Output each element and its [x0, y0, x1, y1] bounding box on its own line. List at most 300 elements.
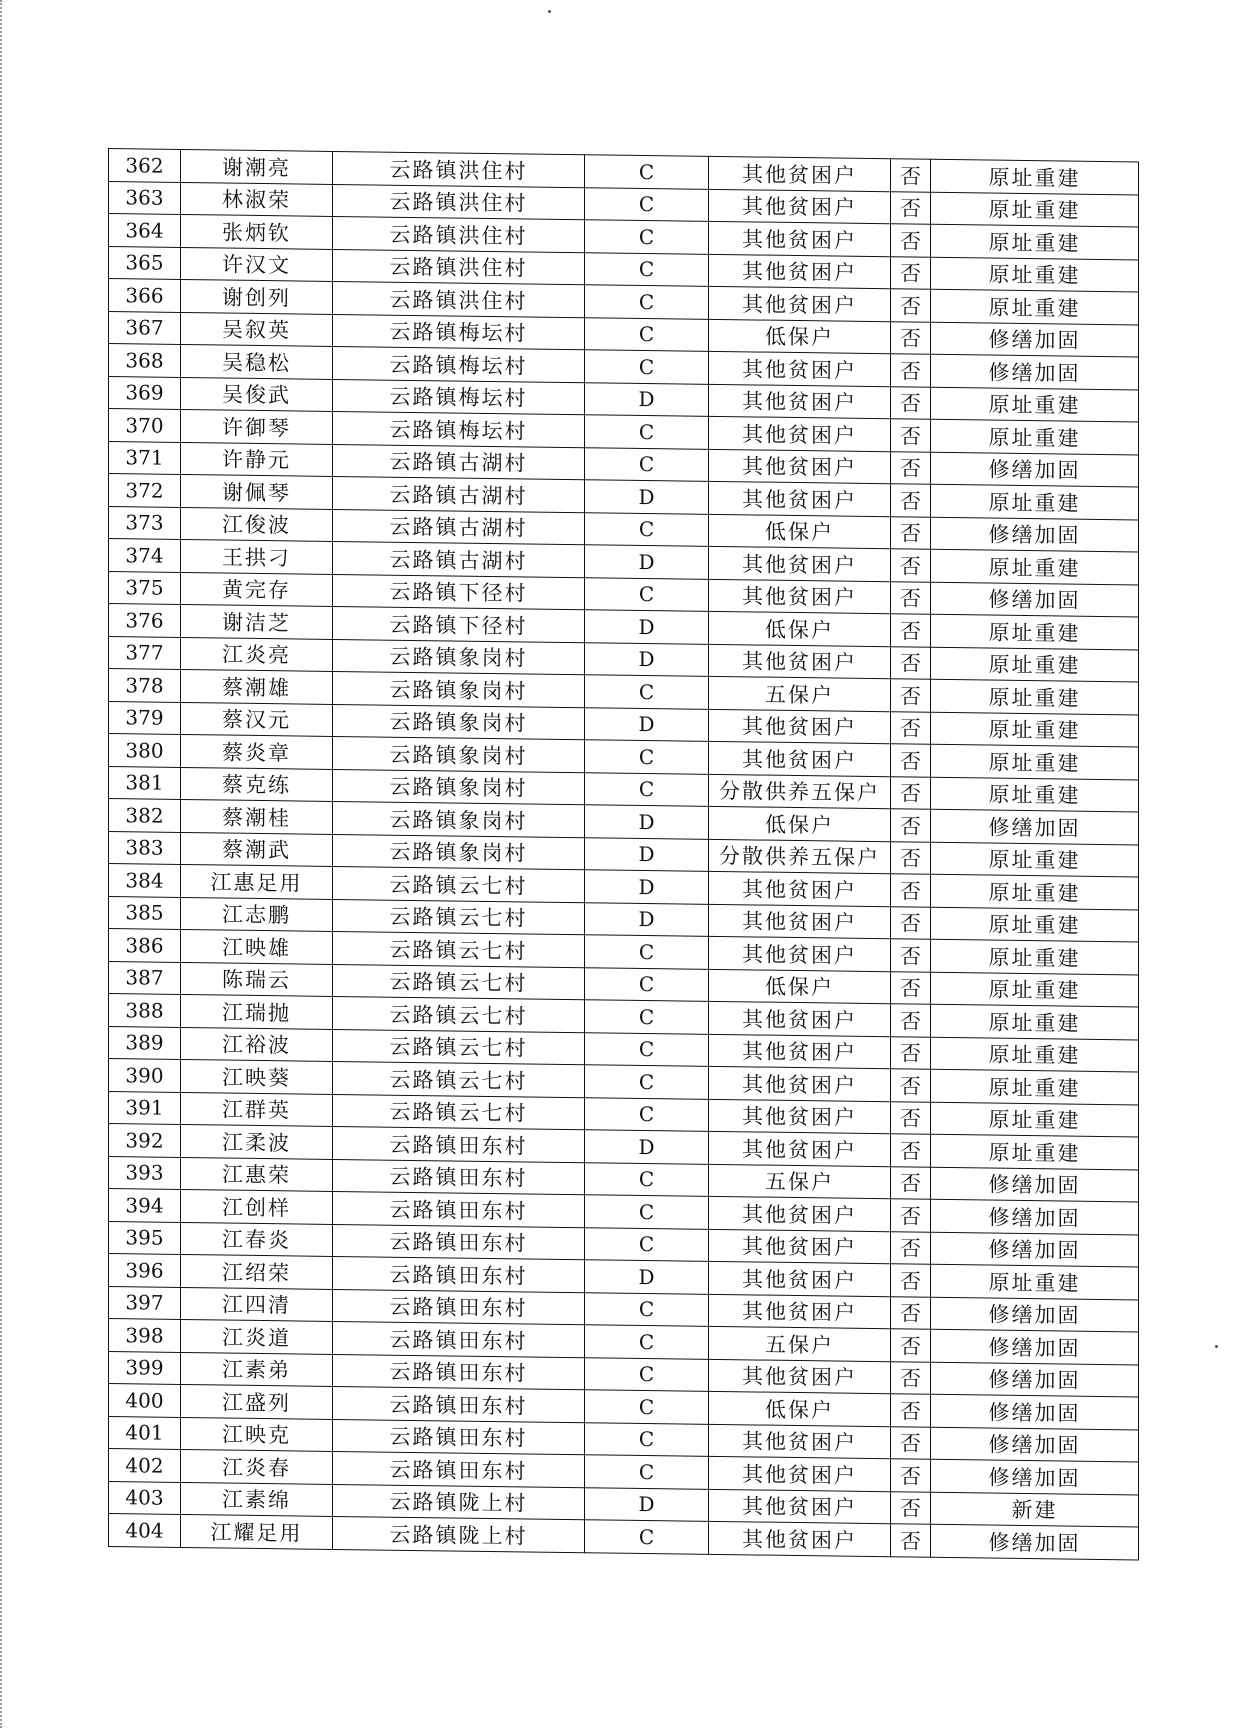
rebuild-method-cell: 原址重建 [931, 777, 1139, 812]
village-cell: 云路镇田东村 [333, 1224, 585, 1260]
village-cell: 云路镇田东村 [333, 1289, 585, 1325]
name-cell: 江志鹏 [181, 897, 333, 931]
village-cell: 云路镇象岗村 [333, 639, 585, 675]
village-cell: 云路镇田东村 [333, 1256, 585, 1292]
village-cell: 云路镇云七村 [333, 1094, 585, 1130]
flag-cell: 否 [891, 1329, 931, 1362]
flag-cell: 否 [891, 516, 931, 549]
rebuild-method-cell: 修缮加固 [931, 1459, 1139, 1494]
name-cell: 江俊波 [181, 507, 333, 541]
rebuild-method-cell: 原址重建 [931, 647, 1139, 682]
flag-cell: 否 [891, 1004, 931, 1037]
village-cell: 云路镇云七村 [333, 866, 585, 902]
row-number-cell: 370 [109, 409, 181, 442]
row-number-cell: 404 [109, 1514, 181, 1547]
rebuild-method-cell: 修缮加固 [931, 1232, 1139, 1267]
flag-cell: 否 [891, 224, 931, 257]
row-number-cell: 368 [109, 344, 181, 377]
village-cell: 云路镇田东村 [333, 1354, 585, 1390]
row-number-cell: 390 [109, 1059, 181, 1092]
flag-cell: 否 [891, 614, 931, 647]
grade-cell: C [585, 1455, 709, 1489]
grade-cell: D [585, 642, 709, 676]
grade-cell: D [585, 870, 709, 904]
name-cell: 王拱刁 [181, 539, 333, 573]
rebuild-method-cell: 原址重建 [931, 972, 1139, 1007]
scan-speck [548, 10, 551, 13]
row-number-cell: 382 [109, 799, 181, 832]
village-cell: 云路镇象岗村 [333, 704, 585, 740]
household-type-cell: 其他贫困户 [709, 286, 891, 321]
grade-cell: C [585, 1097, 709, 1131]
rebuild-method-cell: 原址重建 [931, 744, 1139, 779]
grade-cell: C [585, 317, 709, 351]
row-number-cell: 363 [109, 181, 181, 214]
rebuild-method-cell: 原址重建 [931, 159, 1139, 194]
rebuild-method-cell: 原址重建 [931, 907, 1139, 942]
name-cell: 吴俊武 [181, 377, 333, 411]
rebuild-method-cell: 原址重建 [931, 614, 1139, 649]
village-cell: 云路镇陇上村 [333, 1484, 585, 1520]
row-number-cell: 402 [109, 1449, 181, 1482]
village-cell: 云路镇梅坛村 [333, 346, 585, 382]
household-type-cell: 其他贫困户 [709, 1066, 891, 1101]
village-cell: 云路镇云七村 [333, 931, 585, 967]
rebuild-method-cell: 原址重建 [931, 679, 1139, 714]
grade-cell: D [585, 707, 709, 741]
household-type-cell: 低保户 [709, 1391, 891, 1426]
grade-cell: C [585, 1065, 709, 1099]
household-type-cell: 其他贫困户 [709, 1229, 891, 1264]
household-type-cell: 其他贫困户 [709, 1196, 891, 1231]
rebuild-method-cell: 修缮加固 [931, 582, 1139, 617]
name-cell: 江群英 [181, 1092, 333, 1126]
row-number-cell: 364 [109, 214, 181, 247]
household-type-cell: 其他贫困户 [709, 416, 891, 451]
rebuild-method-cell: 修缮加固 [931, 1297, 1139, 1332]
row-number-cell: 399 [109, 1351, 181, 1384]
village-cell: 云路镇象岗村 [333, 671, 585, 707]
household-type-cell: 其他贫困户 [709, 546, 891, 581]
rebuild-method-cell: 修缮加固 [931, 809, 1139, 844]
grade-cell: C [585, 1000, 709, 1034]
name-cell: 江映克 [181, 1417, 333, 1451]
grade-cell: D [585, 610, 709, 644]
flag-cell: 否 [891, 776, 931, 809]
name-cell: 江素弟 [181, 1352, 333, 1386]
village-cell: 云路镇洪住村 [333, 184, 585, 220]
village-cell: 云路镇象岗村 [333, 769, 585, 805]
household-type-cell: 其他贫困户 [709, 1456, 891, 1491]
flag-cell: 否 [891, 971, 931, 1004]
row-number-cell: 397 [109, 1286, 181, 1319]
grade-cell: C [585, 1162, 709, 1196]
village-cell: 云路镇田东村 [333, 1191, 585, 1227]
row-number-cell: 383 [109, 831, 181, 864]
rebuild-method-cell: 原址重建 [931, 224, 1139, 259]
flag-cell: 否 [891, 1426, 931, 1459]
household-type-cell: 低保户 [709, 319, 891, 354]
name-cell: 许静元 [181, 442, 333, 476]
grade-cell: D [585, 545, 709, 579]
flag-cell: 否 [891, 549, 931, 582]
village-cell: 云路镇云七村 [333, 1029, 585, 1065]
rebuild-method-cell: 原址重建 [931, 192, 1139, 227]
rebuild-method-cell: 原址重建 [931, 257, 1139, 292]
village-cell: 云路镇陇上村 [333, 1516, 585, 1552]
flag-cell: 否 [891, 1166, 931, 1199]
name-cell: 谢洁芝 [181, 604, 333, 638]
flag-cell: 否 [891, 1296, 931, 1329]
name-cell: 吴叙英 [181, 312, 333, 346]
household-table-container [108, 148, 1138, 1560]
name-cell: 江盛列 [181, 1384, 333, 1418]
flag-cell: 否 [891, 321, 931, 354]
village-cell: 云路镇下径村 [333, 606, 585, 642]
grade-cell: D [585, 480, 709, 514]
grade-cell: C [585, 252, 709, 286]
name-cell: 江绍荣 [181, 1254, 333, 1288]
name-cell: 谢佩琴 [181, 474, 333, 508]
row-number-cell: 377 [109, 636, 181, 669]
village-cell: 云路镇洪住村 [333, 216, 585, 252]
grade-cell: C [585, 1390, 709, 1424]
row-number-cell: 401 [109, 1416, 181, 1449]
name-cell: 许御琴 [181, 409, 333, 443]
name-cell: 吴稳松 [181, 344, 333, 378]
village-cell: 云路镇古湖村 [333, 444, 585, 480]
household-type-cell: 其他贫困户 [709, 1261, 891, 1296]
binding-edge-marks [0, 0, 4, 1728]
grade-cell: C [585, 187, 709, 221]
household-type-cell: 其他贫困户 [709, 384, 891, 419]
household-type-cell: 其他贫困户 [709, 189, 891, 224]
grade-cell: C [585, 1422, 709, 1456]
flag-cell: 否 [891, 1036, 931, 1069]
rebuild-method-cell: 原址重建 [931, 712, 1139, 747]
rebuild-method-cell: 修缮加固 [931, 1394, 1139, 1429]
rebuild-method-cell: 修缮加固 [931, 1362, 1139, 1397]
grade-cell: D [585, 1487, 709, 1521]
flag-cell: 否 [891, 256, 931, 289]
rebuild-method-cell: 修缮加固 [931, 452, 1139, 487]
name-cell: 黄完存 [181, 572, 333, 606]
rebuild-method-cell: 修缮加固 [931, 1427, 1139, 1462]
household-type-cell: 分散供养五保户 [709, 774, 891, 809]
village-cell: 云路镇象岗村 [333, 801, 585, 837]
village-cell: 云路镇云七村 [333, 964, 585, 1000]
village-cell: 云路镇洪住村 [333, 151, 585, 187]
household-type-cell: 其他贫困户 [709, 1359, 891, 1394]
rebuild-method-cell: 原址重建 [931, 549, 1139, 584]
row-number-cell: 373 [109, 506, 181, 539]
flag-cell: 否 [891, 809, 931, 842]
grade-cell: C [585, 155, 709, 189]
row-number-cell: 392 [109, 1124, 181, 1157]
name-cell: 江炎亮 [181, 637, 333, 671]
row-number-cell: 374 [109, 539, 181, 572]
flag-cell: 否 [891, 484, 931, 517]
household-type-cell: 其他贫困户 [709, 741, 891, 776]
row-number-cell: 388 [109, 994, 181, 1027]
village-cell: 云路镇梅坛村 [333, 411, 585, 447]
household-type-cell: 其他贫困户 [709, 579, 891, 614]
flag-cell: 否 [891, 646, 931, 679]
rebuild-method-cell: 原址重建 [931, 1004, 1139, 1039]
row-number-cell: 395 [109, 1221, 181, 1254]
row-number-cell: 400 [109, 1384, 181, 1417]
flag-cell: 否 [891, 159, 931, 192]
grade-cell: C [585, 675, 709, 709]
rebuild-method-cell: 修缮加固 [931, 1167, 1139, 1202]
row-number-cell: 389 [109, 1026, 181, 1059]
rebuild-method-cell: 修缮加固 [931, 354, 1139, 389]
row-number-cell: 365 [109, 246, 181, 279]
household-type-cell: 其他贫困户 [709, 481, 891, 516]
household-type-cell: 其他贫困户 [709, 1489, 891, 1524]
name-cell: 江炎道 [181, 1319, 333, 1353]
household-type-cell: 其他贫困户 [709, 709, 891, 744]
row-number-cell: 387 [109, 961, 181, 994]
flag-cell: 否 [891, 354, 931, 387]
grade-cell: C [585, 1520, 709, 1554]
household-type-cell: 其他贫困户 [709, 156, 891, 191]
row-number-cell: 403 [109, 1481, 181, 1514]
household-type-cell: 其他贫困户 [709, 1034, 891, 1069]
name-cell: 江惠荣 [181, 1157, 333, 1191]
row-number-cell: 386 [109, 929, 181, 962]
rebuild-method-cell: 原址重建 [931, 1264, 1139, 1299]
flag-cell: 否 [891, 1361, 931, 1394]
flag-cell: 否 [891, 1134, 931, 1167]
household-type-cell: 其他贫困户 [709, 644, 891, 679]
flag-cell: 否 [891, 1491, 931, 1524]
row-number-cell: 379 [109, 701, 181, 734]
name-cell: 谢创列 [181, 279, 333, 313]
village-cell: 云路镇云七村 [333, 996, 585, 1032]
name-cell: 张炳钦 [181, 214, 333, 248]
village-cell: 云路镇古湖村 [333, 476, 585, 512]
household-type-cell: 其他贫困户 [709, 221, 891, 256]
village-cell: 云路镇梅坛村 [333, 314, 585, 350]
household-type-cell: 低保户 [709, 514, 891, 549]
name-cell: 江创样 [181, 1189, 333, 1223]
row-number-cell: 372 [109, 474, 181, 507]
household-type-cell: 五保户 [709, 1326, 891, 1361]
grade-cell: C [585, 1195, 709, 1229]
row-number-cell: 384 [109, 864, 181, 897]
rebuild-method-cell: 原址重建 [931, 484, 1139, 519]
rebuild-method-cell: 修缮加固 [931, 322, 1139, 357]
rebuild-method-cell: 修缮加固 [931, 1199, 1139, 1234]
rebuild-method-cell: 原址重建 [931, 874, 1139, 909]
grade-cell: D [585, 1260, 709, 1294]
flag-cell: 否 [891, 906, 931, 939]
household-type-cell: 其他贫困户 [709, 1424, 891, 1459]
flag-cell: 否 [891, 1524, 931, 1557]
row-number-cell: 393 [109, 1156, 181, 1189]
row-number-cell: 378 [109, 669, 181, 702]
name-cell: 谢潮亮 [181, 149, 333, 183]
grade-cell: D [585, 382, 709, 416]
village-cell: 云路镇田东村 [333, 1321, 585, 1357]
flag-cell: 否 [891, 679, 931, 712]
rebuild-method-cell: 原址重建 [931, 1069, 1139, 1104]
grade-cell: C [585, 740, 709, 774]
grade-cell: D [585, 1130, 709, 1164]
household-type-cell: 其他贫困户 [709, 254, 891, 289]
row-number-cell: 385 [109, 896, 181, 929]
household-type-cell: 其他贫困户 [709, 1001, 891, 1036]
flag-cell: 否 [891, 841, 931, 874]
name-cell: 陈瑞云 [181, 962, 333, 996]
row-number-cell: 366 [109, 279, 181, 312]
scan-speck [1215, 1345, 1218, 1348]
name-cell: 蔡潮桂 [181, 799, 333, 833]
village-cell: 云路镇田东村 [333, 1159, 585, 1195]
grade-cell: C [585, 350, 709, 384]
household-type-cell: 其他贫困户 [709, 1294, 891, 1329]
household-type-cell: 其他贫困户 [709, 871, 891, 906]
village-cell: 云路镇田东村 [333, 1386, 585, 1422]
flag-cell: 否 [891, 1459, 931, 1492]
village-cell: 云路镇古湖村 [333, 509, 585, 545]
grade-cell: C [585, 772, 709, 806]
name-cell: 林淑荣 [181, 182, 333, 216]
rebuild-method-cell: 修缮加固 [931, 1524, 1139, 1559]
rebuild-method-cell: 修缮加固 [931, 517, 1139, 552]
row-number-cell: 367 [109, 311, 181, 344]
row-number-cell: 398 [109, 1319, 181, 1352]
table-body [109, 149, 1139, 1560]
name-cell: 蔡克练 [181, 767, 333, 801]
household-type-cell: 五保户 [709, 1164, 891, 1199]
grade-cell: C [585, 577, 709, 611]
village-cell: 云路镇洪住村 [333, 281, 585, 317]
grade-cell: C [585, 447, 709, 481]
name-cell: 江惠足用 [181, 864, 333, 898]
village-cell: 云路镇田东村 [333, 1419, 585, 1455]
household-type-cell: 其他贫困户 [709, 1099, 891, 1134]
row-number-cell: 394 [109, 1189, 181, 1222]
name-cell: 江素绵 [181, 1482, 333, 1516]
village-cell: 云路镇象岗村 [333, 736, 585, 772]
flag-cell: 否 [891, 1101, 931, 1134]
household-type-cell: 其他贫困户 [709, 904, 891, 939]
flag-cell: 否 [891, 1394, 931, 1427]
grade-cell: C [585, 512, 709, 546]
grade-cell: C [585, 220, 709, 254]
name-cell: 江映葵 [181, 1059, 333, 1093]
household-type-cell: 其他贫困户 [709, 936, 891, 971]
name-cell: 蔡炎章 [181, 734, 333, 768]
rebuild-method-cell: 原址重建 [931, 1037, 1139, 1072]
household-type-cell: 低保户 [709, 806, 891, 841]
household-type-cell: 其他贫困户 [709, 1131, 891, 1166]
flag-cell: 否 [891, 419, 931, 452]
household-type-cell: 其他贫困户 [709, 1521, 891, 1556]
village-cell: 云路镇田东村 [333, 1126, 585, 1162]
village-cell: 云路镇下径村 [333, 574, 585, 610]
grade-cell: C [585, 285, 709, 319]
flag-cell: 否 [891, 744, 931, 777]
village-cell: 云路镇古湖村 [333, 541, 585, 577]
name-cell: 蔡汉元 [181, 702, 333, 736]
name-cell: 江耀足用 [181, 1514, 333, 1548]
rebuild-method-cell: 修缮加固 [931, 1329, 1139, 1364]
name-cell: 蔡潮雄 [181, 669, 333, 703]
rebuild-method-cell: 原址重建 [931, 1134, 1139, 1169]
rebuild-method-cell: 原址重建 [931, 387, 1139, 422]
name-cell: 江春炎 [181, 1222, 333, 1256]
row-number-cell: 396 [109, 1254, 181, 1287]
flag-cell: 否 [891, 581, 931, 614]
row-number-cell: 391 [109, 1091, 181, 1124]
flag-cell: 否 [891, 191, 931, 224]
household-type-cell: 其他贫困户 [709, 449, 891, 484]
household-type-cell: 分散供养五保户 [709, 839, 891, 874]
name-cell: 江裕波 [181, 1027, 333, 1061]
household-type-cell: 低保户 [709, 969, 891, 1004]
grade-cell: D [585, 902, 709, 936]
village-cell: 云路镇象岗村 [333, 834, 585, 870]
row-number-cell: 375 [109, 571, 181, 604]
village-cell: 云路镇洪住村 [333, 249, 585, 285]
household-type-cell: 低保户 [709, 611, 891, 646]
flag-cell: 否 [891, 1264, 931, 1297]
rebuild-method-cell: 原址重建 [931, 939, 1139, 974]
name-cell: 许汉文 [181, 247, 333, 281]
row-number-cell: 371 [109, 441, 181, 474]
rebuild-method-cell: 新建 [931, 1492, 1139, 1527]
grade-cell: C [585, 967, 709, 1001]
grade-cell: C [585, 1325, 709, 1359]
grade-cell: D [585, 837, 709, 871]
row-number-cell: 362 [109, 149, 181, 182]
village-cell: 云路镇云七村 [333, 1061, 585, 1097]
village-cell: 云路镇云七村 [333, 899, 585, 935]
flag-cell: 否 [891, 289, 931, 322]
flag-cell: 否 [891, 874, 931, 907]
rebuild-method-cell: 原址重建 [931, 289, 1139, 324]
flag-cell: 否 [891, 939, 931, 972]
row-number-cell: 381 [109, 766, 181, 799]
name-cell: 江四清 [181, 1287, 333, 1321]
flag-cell: 否 [891, 386, 931, 419]
household-type-cell: 五保户 [709, 676, 891, 711]
flag-cell: 否 [891, 1069, 931, 1102]
rebuild-method-cell: 原址重建 [931, 842, 1139, 877]
grade-cell: C [585, 1357, 709, 1391]
row-number-cell: 369 [109, 376, 181, 409]
name-cell: 江炎春 [181, 1449, 333, 1483]
name-cell: 江瑞抛 [181, 994, 333, 1028]
name-cell: 江映雄 [181, 929, 333, 963]
village-cell: 云路镇田东村 [333, 1451, 585, 1487]
grade-cell: C [585, 1227, 709, 1261]
row-number-cell: 380 [109, 734, 181, 767]
flag-cell: 否 [891, 1199, 931, 1232]
grade-cell: C [585, 1292, 709, 1326]
household-table [108, 148, 1139, 1560]
flag-cell: 否 [891, 711, 931, 744]
flag-cell: 否 [891, 451, 931, 484]
household-type-cell: 其他贫困户 [709, 351, 891, 386]
rebuild-method-cell: 原址重建 [931, 419, 1139, 454]
grade-cell: C [585, 1032, 709, 1066]
grade-cell: C [585, 935, 709, 969]
village-cell: 云路镇梅坛村 [333, 379, 585, 415]
